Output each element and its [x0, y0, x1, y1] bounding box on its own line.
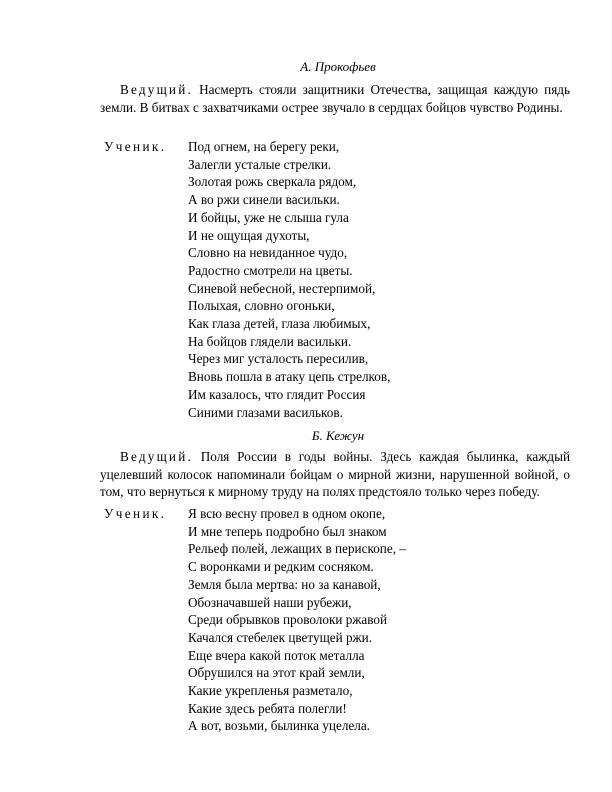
poem-line: А во ржи синели васильки. — [188, 192, 340, 208]
poem-line: Земля была мертва: но за канавой, — [188, 576, 381, 592]
poem-line: Какие укрепленья разметало, — [188, 683, 353, 699]
poem-line: С воронками и редким сосняком. — [188, 559, 374, 575]
poem-line: И бойцы, уже не слыша гула — [188, 209, 349, 225]
poem-line: Какие здесь ребята полегли! — [188, 700, 347, 716]
poem-line: Золотая рожь сверкала рядом, — [188, 174, 357, 190]
poem-line: Я всю весну провел в одном окопе, — [188, 506, 386, 521]
poem-line: Рельеф полей, лежащих в перископе, – — [188, 541, 406, 557]
author-attribution: Б. Кежун — [311, 428, 365, 443]
speaker-label: Ученик. — [104, 506, 167, 521]
poem-line: Радостно смотрели на цветы. — [188, 262, 353, 278]
poem-line: Обрушился на этот край земли, — [188, 665, 365, 681]
poem-lines — [188, 138, 390, 421]
poem-line: Словно на невиданное чудо, — [188, 245, 348, 261]
poem-line: Полыхая, словно огоньки, — [188, 298, 335, 314]
poem-line: Как глаза детей, глаза любимых, — [188, 316, 371, 332]
host-text: Насмерть стояли защитники Отечества, защищая каждую пядь земли. В битвах с захватчиками острее звучало в сердцах бойцов чувство Родины. — [100, 82, 571, 115]
speaker-label: Ведущий. — [120, 82, 193, 97]
poem-line: Качался стебелек цветущей ржи. — [188, 629, 373, 645]
poem-line: А вот, возьми, былинка уцелела. — [188, 718, 370, 734]
poem-line: Синевой небесной, нестерпимой, — [188, 280, 376, 296]
host-paragraph — [100, 81, 570, 116]
poem-line: И мне теперь подробно был знаком — [188, 523, 387, 539]
poem-line: Синими глазами васильков. — [188, 404, 343, 420]
host-paragraph — [100, 448, 570, 501]
poem-line: Через миг усталость пересилив, — [188, 351, 369, 367]
poem-line: Им казалось, что глядит Россия — [188, 386, 366, 402]
poem-line: Под огнем, на берегу реки, — [188, 139, 340, 154]
poem-line: Еще вчера какой поток металла — [188, 647, 365, 663]
poem-line: На бойцов глядели васильки. — [188, 333, 352, 349]
speaker-label: Ученик. — [104, 139, 167, 154]
poem-line: Обозначавшей наши рубежи, — [188, 594, 352, 610]
poem-line: Вновь пошла в атаку цепь стрелков, — [188, 369, 391, 385]
host-text: Поля России в годы войны. Здесь каждая былинка, каждый уцелевший колосок напоминали бойцам о мирной жизни, нарушенной войной, о том, что вернуться к мирному труду на полях предстояло только через победу. — [100, 449, 571, 500]
poem-lines — [188, 505, 406, 735]
author-attribution: А. Прокофьев — [300, 59, 376, 74]
speaker-label: Ведущий. — [120, 449, 193, 464]
poem-line: Среди обрывков проволоки ржавой — [188, 612, 388, 628]
poem-line: Залегли усталые стрелки. — [188, 156, 332, 172]
poem-line: И не ощущая духоты, — [188, 227, 310, 243]
